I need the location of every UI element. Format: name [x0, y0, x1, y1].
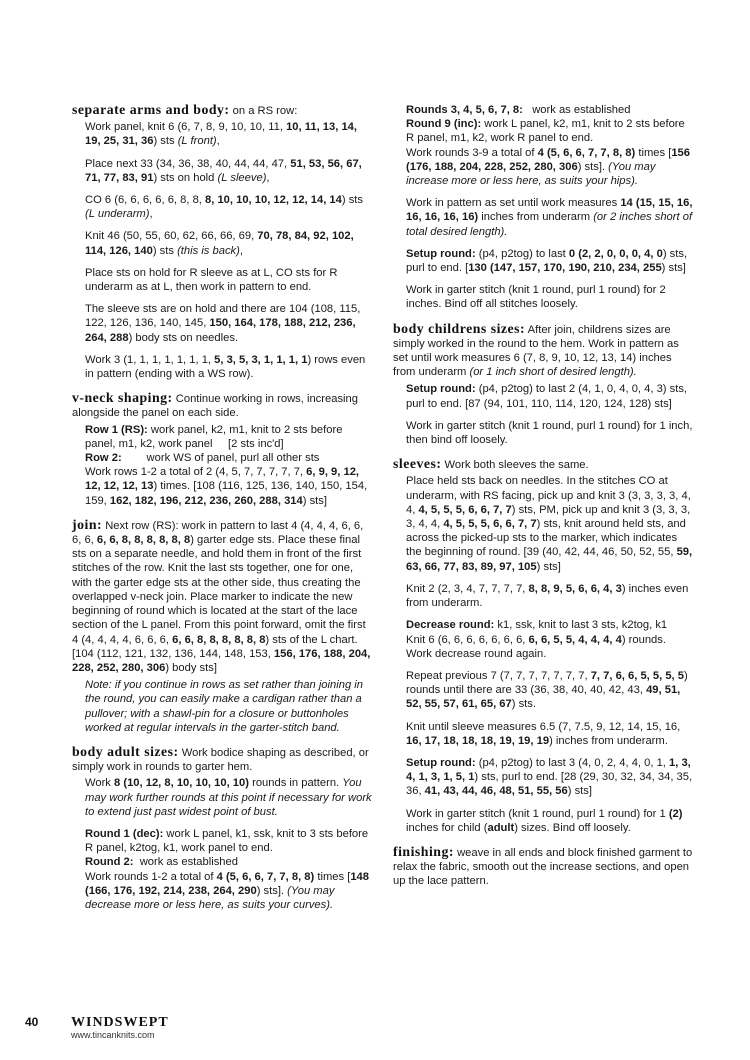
instruction-paragraph: Row 1 (RS): work panel, k2, m1, knit to 2 sts before panel, m1, k2, work panel [2 sts inc'd] Row 2: work WS of panel, purl all other sts Work rows 1-2 a total of 2 (4, 5, 7, 7, 7, 7, 7, 6, 9, 9, 12, 12, 12, 12, 13) times. [108 (116, 125, 136, 140, 150, 154, 159, 162, 182, 196, 212, 236, 260, 288, 314) sts]	[85, 423, 368, 507]
instruction-paragraph: Work in garter stitch (knit 1 round, purl 1 round) for 2 inches. Bind off all stitches loosely.	[406, 284, 666, 311]
section-sleeves	[393, 457, 693, 835]
section-heading	[72, 518, 372, 675]
instruction-paragraph: Round 1 (dec): work L panel, k1, ssk, knit to 3 sts before R panel, k2tog, k1, work panel to end. Round 2: work as established Work rounds 1-2 a total of 4 (5, 6, 6, 7, 7, 8, 8) times [148 (166, 176, 192, 214, 238, 264, 290) sts]. (You may decrease more or less here, as suits your curves).	[85, 827, 369, 911]
section-intro: Work both sleeves the same.	[444, 459, 589, 472]
section-intro: After join, childrens sizes are simply worked in the round to the hem. Work in pattern as set until work measures 6 (7, 8, 9, 10, 12, 13, 14) inches from underarm (or 1 inch short of desired length).	[393, 323, 679, 379]
section-body-childrens-sizes	[393, 322, 693, 448]
section-separate-arms-and-body	[72, 103, 372, 381]
section-title: finishing:	[393, 843, 454, 859]
section-v-neck-shaping	[72, 391, 372, 508]
section-intro: Work bodice shaping as described, or simply work in rounds to garter hem.	[72, 746, 369, 774]
section-title: sleeves:	[393, 456, 442, 472]
section-title: v-neck shaping:	[72, 390, 173, 406]
section-intro: on a RS row:	[232, 105, 298, 117]
section-heading	[72, 103, 372, 118]
section-intro: Continue working in rows, increasing alongside the panel on each side.	[72, 393, 358, 420]
section-title: body adult sizes:	[72, 743, 179, 759]
section-title: join:	[72, 516, 103, 532]
instruction-paragraph: Decrease round: k1, ssk, knit to last 3 sts, k2tog, k1 Knit 6 (6, 6, 6, 6, 6, 6, 6, 6, 6, 5, 5, 4, 4, 4, 4) rounds. Work decrease round again.	[406, 619, 668, 660]
instruction-paragraph: Work in garter stitch (knit 1 round, purl 1 round) for 1 inch, then bind off loosely.	[406, 419, 693, 447]
section-join	[72, 518, 372, 735]
page-number: 40	[25, 1015, 39, 1029]
section-heading	[72, 745, 372, 774]
instruction-paragraph: Setup round: (p4, p2tog) to last 0 (2, 2, 0, 0, 0, 4, 0) sts, purl to end. [130 (147, 157, 170, 190, 210, 234, 255) sts]	[406, 247, 688, 275]
instruction-paragraph: CO 6 (6, 6, 6, 6, 6, 8, 8, 8, 10, 10, 10, 12, 12, 14, 14) sts (L underarm),	[85, 194, 364, 221]
section-heading	[72, 391, 372, 420]
instruction-paragraph: Work 3 (1, 1, 1, 1, 1, 1, 1, 5, 3, 5, 3, 1, 1, 1, 1) rows even in pattern (ending with a WS row).	[85, 353, 366, 381]
section-body-adult-sizes-continued	[393, 103, 693, 312]
section-title: separate arms and body:	[72, 102, 230, 117]
instruction-paragraph: Rounds 3, 4, 5, 6, 7, 8: work as established Round 9 (inc): work L panel, k2, m1, knit to 2 sts before R panel, m1, k2, work R panel to end. Work rounds 3-9 a total of 4 (5, 6, 6, 7, 7, 8, 8) times [156 (176, 188, 204, 228, 252, 280, 306) sts]. (You may increase more or less here, as suits your hips).	[406, 104, 690, 188]
right-column	[393, 103, 693, 899]
instruction-paragraph: Repeat previous 7 (7, 7, 7, 7, 7, 7, 7, 7, 7, 6, 6, 5, 5, 5, 5) rounds until there are 33 (36, 38, 40, 40, 42, 43, 49, 51, 52, 55, 57, 61, 65, 67) sts.	[406, 669, 688, 711]
instruction-paragraph: The sleeve sts are on hold and there are 104 (108, 115, 122, 126, 136, 140, 145, 150, 164, 178, 188, 212, 236, 264, 288) body sts on needles.	[85, 303, 361, 344]
note-paragraph: Note: if you continue in rows as set rather than joining in the round, you can easily make a cardigan rather than a pullover; with a shawl-pin for a closure or buttonholes worked at regular intervals in the garter-stitch band.	[85, 679, 363, 734]
instruction-paragraph: Work panel, knit 6 (6, 7, 8, 9, 10, 10, 11, 10, 11, 13, 14, 19, 25, 31, 36) sts (L front),	[85, 121, 357, 148]
instruction-paragraph: Place held sts back on needles. In the stitches CO at underarm, with RS facing, pick up and knit 3 (3, 3, 3, 3, 4, 4, 4, 5, 5, 5, 6, 6, 7, 7) sts, PM, pick up and knit 3 (3, 3, 3, 3, 4, 4, 4, 5, 5, 5, 6, 6, 7, 7) sts, knit around held sts, and across the picked-up sts to the marker, which indicates the beginning of round. [39 (40, 42, 44, 46, 50, 52, 55, 59, 63, 66, 77, 83, 89, 97, 105) sts]	[406, 475, 693, 573]
section-title: body childrens sizes:	[393, 320, 526, 336]
website-link[interactable]: www.tincanknits.com	[71, 1030, 155, 1040]
section-finishing	[393, 845, 693, 889]
section-body-adult-sizes	[72, 745, 372, 912]
section-heading	[393, 457, 693, 472]
section-intro: Next row (RS): work in pattern to last 4 (4, 4, 4, 6, 6, 6, 6, 6, 6, 8, 8, 8, 8, 8, 8) garter edge sts. Place these final sts on a separate needle, and hold them in front of the first stitches of the row. Knit the last sts together, one for one, with the garter edge sts at the other side, thus creating the overlapped v-neck join. Place marker to indicate the new beginning of round which is located at the start of the lace section of the L panel. From this point forward, omit the first 4 (4, 4, 4, 4, 6, 6, 6, 6, 6, 8, 8, 8, 8, 8, 8) sts of the L chart. [104 (112, 121, 132, 136, 144, 148, 153, 156, 176, 188, 204, 228, 252, 280, 306) body sts]	[72, 519, 371, 674]
instruction-paragraph: Knit 46 (50, 55, 60, 62, 66, 66, 69, 70, 78, 84, 92, 102, 114, 126, 140) sts (this is back),	[85, 230, 354, 257]
left-column	[72, 103, 372, 922]
section-heading	[393, 322, 693, 380]
section-heading	[393, 845, 693, 889]
instruction-paragraph: Work in pattern as set until work measures 14 (15, 15, 16, 16, 16, 16, 16) inches from underarm (or 2 inches short of total desired length).	[406, 197, 693, 238]
instruction-paragraph: Setup round: (p4, p2tog) to last 3 (4, 0, 2, 4, 4, 0, 1, 1, 3, 4, 1, 3, 1, 5, 1) sts, purl to end. [28 (29, 30, 32, 34, 34, 35, 36, 41, 43, 44, 46, 48, 51, 55, 56) sts]	[406, 756, 693, 798]
instruction-paragraph: Work 8 (10, 12, 8, 10, 10, 10, 10) rounds in pattern. You may work further rounds at this point if necessary for work to extend just past widest point of bust.	[85, 777, 372, 818]
instruction-paragraph: Work in garter stitch (knit 1 round, purl 1 round) for 1 (2) inches for child (adult) sizes. Bind off loosely.	[406, 807, 683, 834]
pattern-name: WINDSWEPT	[71, 1015, 169, 1030]
section-intro: weave in all ends and block finished garment to relax the fabric, smooth out the increase sections, and open up the lace pattern.	[393, 846, 693, 888]
instruction-paragraph: Place next 33 (34, 36, 38, 40, 44, 44, 47, 51, 53, 56, 67, 71, 77, 83, 91) sts on hold (L sleeve),	[85, 157, 362, 184]
instruction-paragraph: Setup round: (p4, p2tog) to last 2 (4, 1, 0, 4, 0, 4, 3) sts, purl to end. [87 (94, 101, 110, 114, 120, 124, 128) sts]	[406, 383, 688, 410]
instruction-paragraph: Knit 2 (2, 3, 4, 7, 7, 7, 7, 8, 8, 9, 5, 6, 6, 4, 3) inches even from underarm.	[406, 582, 689, 610]
instruction-paragraph: Place sts on hold for R sleeve as at L, CO sts for R underarm as at L, then work in pattern to end.	[85, 266, 338, 294]
instruction-paragraph: Knit until sleeve measures 6.5 (7, 7.5, 9, 12, 14, 15, 16, 16, 17, 18, 18, 18, 19, 19, 19) inches from underarm.	[406, 720, 681, 747]
